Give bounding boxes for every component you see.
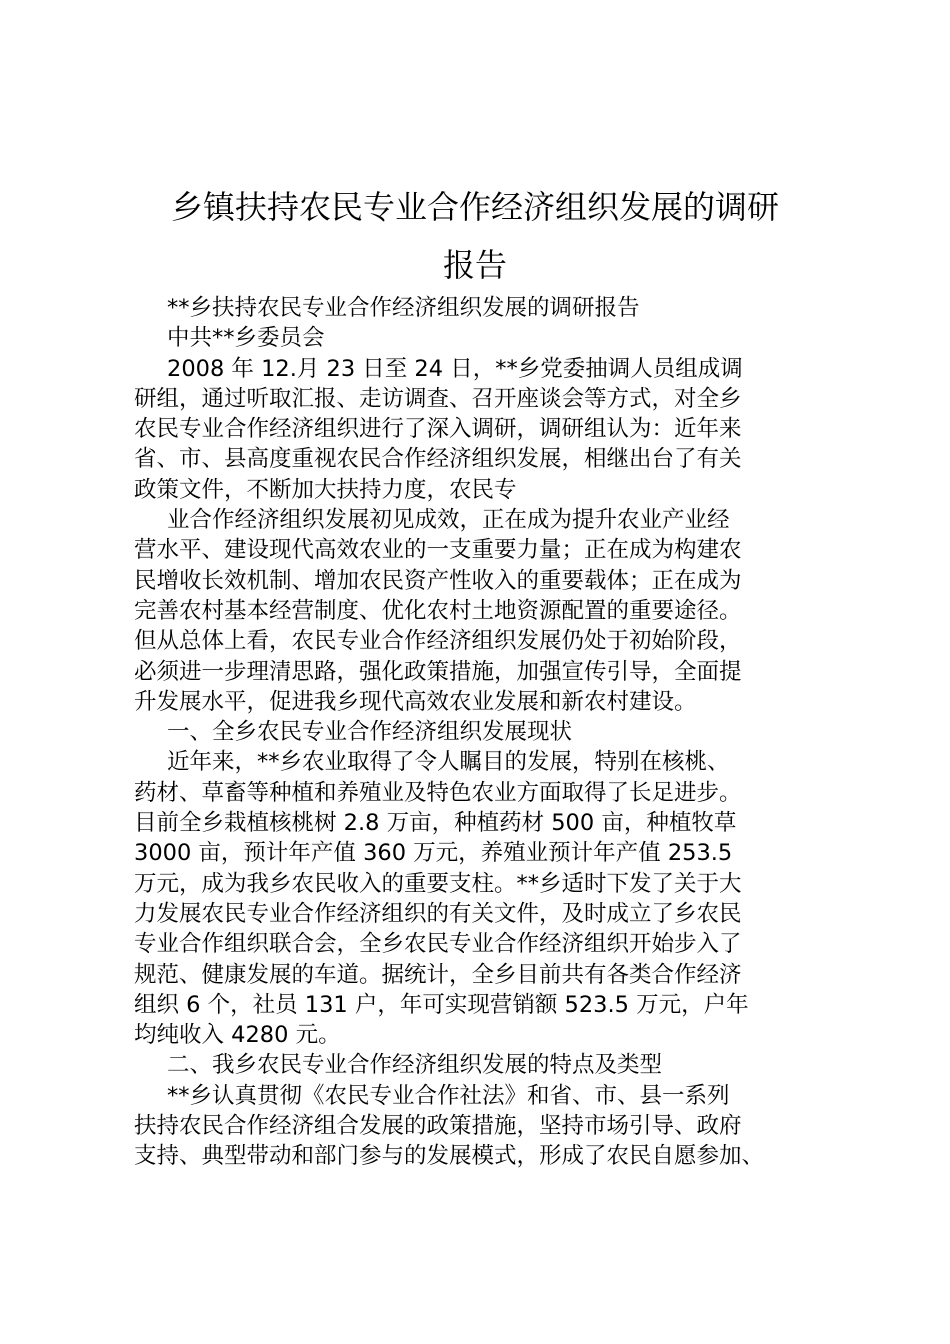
text-line: 但从总体上看，农民专业合作经济组织发展仍处于初始阶段，: [134, 628, 742, 655]
text-line: 力发展农民专业合作经济组织的有关文件，及时成立了乡农民: [134, 900, 742, 927]
document-title-line-2: 报告: [442, 246, 507, 284]
text-line: 万元，成为我乡农民收入的重要支柱。**乡适时下发了关于大: [134, 870, 742, 897]
text-line: **乡认真贯彻《农民专业合作社法》和省、市、县一系列: [167, 1082, 730, 1109]
text-line: 必须进一步理清思路，强化政策措施，加强宣传引导，全面提: [134, 658, 742, 685]
text-line: 3000 亩，预计年产值 360 万元，养殖业预计年产值 253.5: [134, 840, 733, 867]
text-line: 扶持农民合作经济组合发展的政策措施，坚持市场引导、政府: [134, 1113, 742, 1140]
text-line: 支持、典型带动和部门参与的发展模式，形成了农民自愿参加、: [134, 1143, 765, 1170]
text-line: 规范、健康发展的车道。据统计，全乡目前共有各类合作经济: [134, 961, 742, 988]
text-line: 2008 年 12.月 23 日至 24 日，**乡党委抽调人员组成调: [167, 355, 743, 382]
text-line: 专业合作组织联合会，全乡农民专业合作经济组织开始步入了: [134, 931, 742, 958]
text-line: 业合作经济组织发展初见成效，正在成为提升农业产业经: [167, 507, 730, 534]
text-line: 中共**乡委员会: [167, 325, 325, 352]
text-line: 组织 6 个，社员 131 户，年可实现营销额 523.5 万元，户年: [134, 991, 749, 1018]
text-line: 药材、草畜等种植和养殖业及特色农业方面取得了长足进步。: [134, 779, 742, 806]
text-line: 研组，通过听取汇报、走访调查、召开座谈会等方式，对全乡: [134, 385, 742, 412]
text-line: 省、市、县高度重视农民合作经济组织发展，相继出台了有关: [134, 446, 742, 473]
text-line: 政策文件，不断加大扶持力度，农民专: [134, 476, 517, 503]
text-line: 一、全乡农民专业合作经济组织发展现状: [167, 719, 573, 746]
text-line: 农民专业合作经济组织进行了深入调研，调研组认为：近年来: [134, 416, 742, 443]
text-line: 二、我乡农民专业合作经济组织发展的特点及类型: [167, 1052, 663, 1079]
text-line: 营水平、建设现代高效农业的一支重要力量；正在成为构建农: [134, 537, 742, 564]
text-line: 近年来，**乡农业取得了令人瞩目的发展，特别在核桃、: [167, 749, 730, 776]
text-line: **乡扶持农民专业合作经济组织发展的调研报告: [167, 295, 640, 321]
text-line: 均纯收入 4280 元。: [134, 1022, 341, 1049]
text-line: 完善农村基本经营制度、优化农村土地资源配置的重要途径。: [134, 597, 742, 624]
text-line: 目前全乡栽植核桃树 2.8 万亩，种植药材 500 亩，种植牧草: [134, 810, 737, 837]
document-body: [134, 293, 834, 1172]
document-title-line-1: 乡镇扶持农民专业合作经济组织发展的调研: [170, 188, 779, 226]
text-line: 升发展水平，促进我乡现代高效农业发展和新农村建设。: [134, 688, 697, 715]
text-line: 民增收长效机制、增加农民资产性收入的重要载体；正在成为: [134, 567, 742, 594]
